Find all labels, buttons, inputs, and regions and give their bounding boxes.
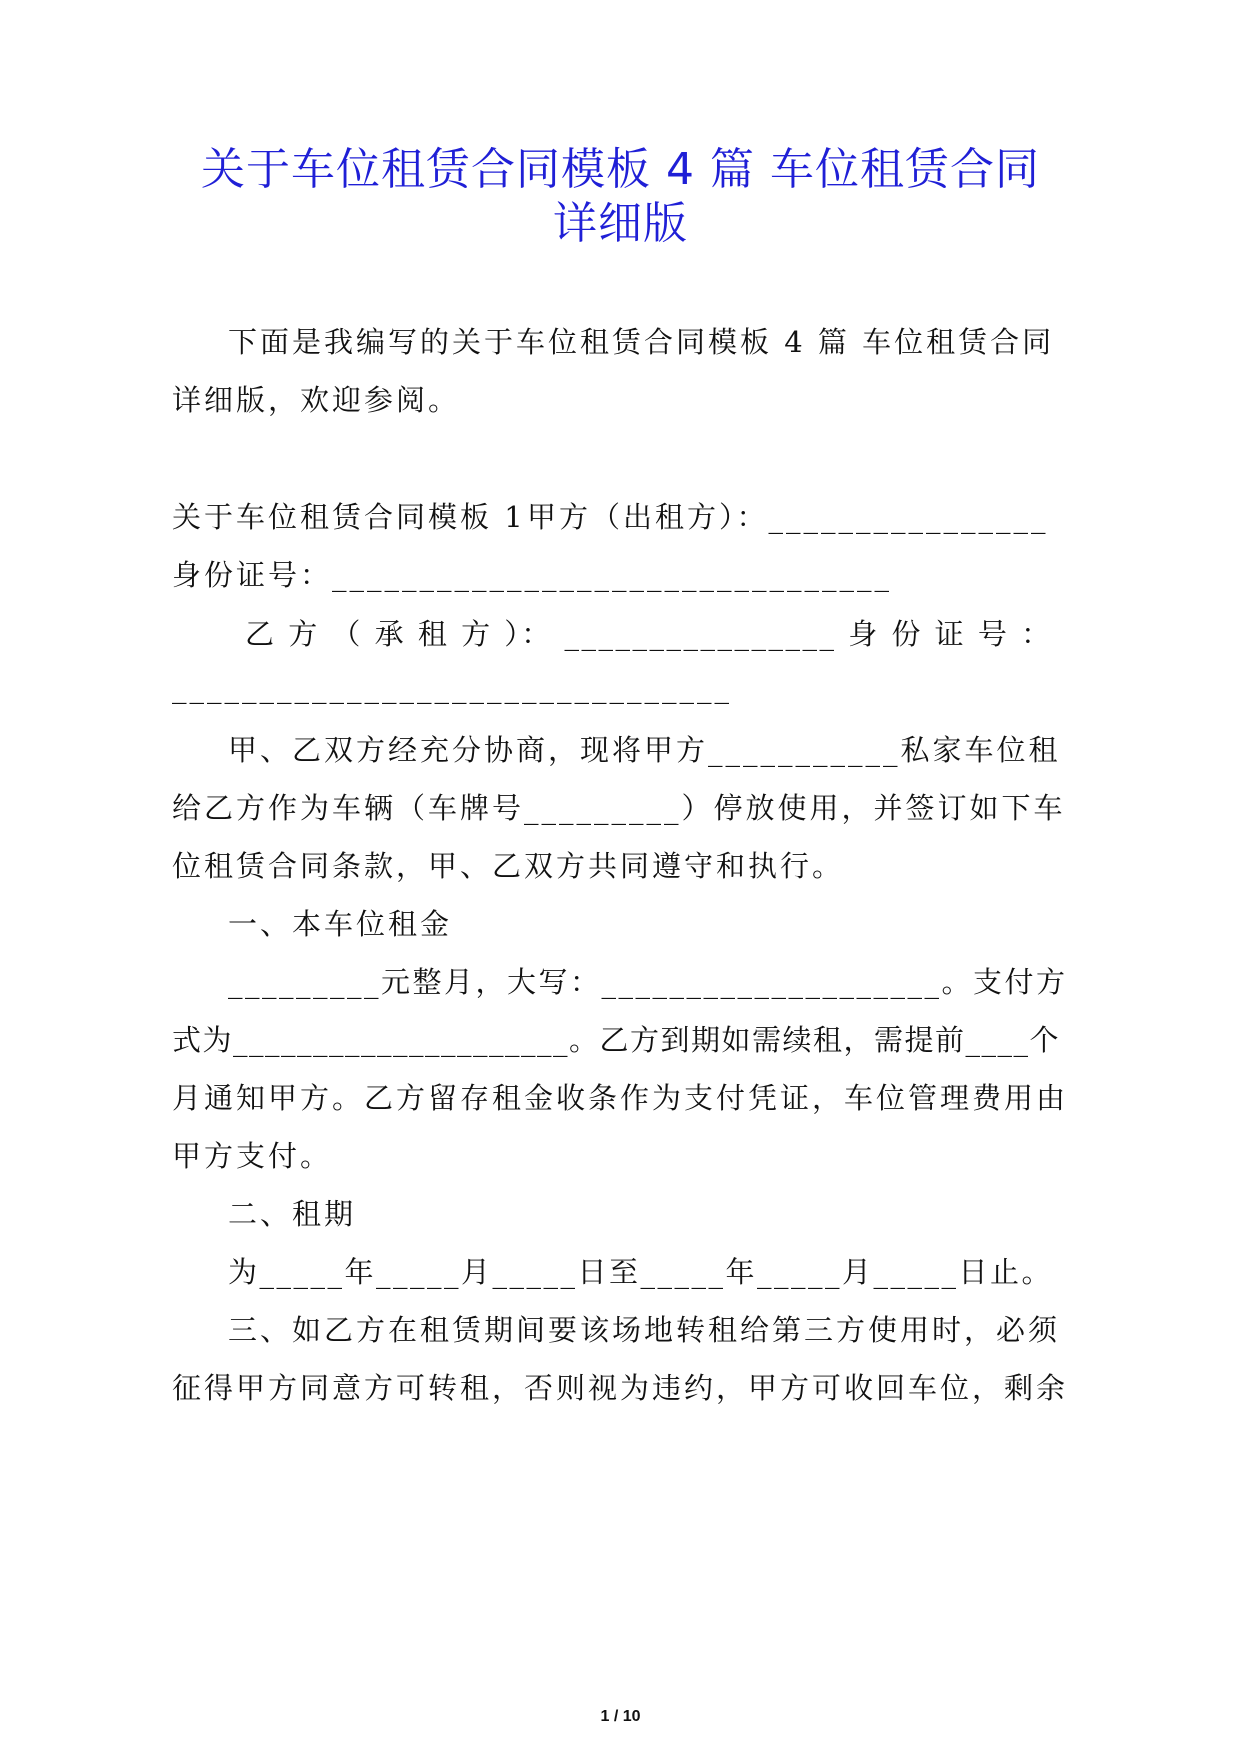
section-2-heading: 二、租期: [228, 1197, 357, 1231]
term-line: 为_____年_____月_____日至_____年_____月_____日止。: [228, 1255, 1054, 1289]
section-3-line-2: 征得甲方同意方可转租，否则视为违约，甲方可收回车位，剩余: [172, 1371, 1069, 1405]
party-a-id-line: 身份证号：________________________________: [172, 558, 893, 592]
intro-line-1: 下面是我编写的关于车位租赁合同模板 4 篇 车位租赁合同: [228, 325, 1055, 359]
section-3-line-1: 三、如乙方在租赁期间要该场地转租给第三方使用时，必须: [228, 1313, 1061, 1347]
rent-line-4: 甲方支付。: [172, 1139, 333, 1173]
page-indicator: 1 / 10: [600, 1708, 641, 1725]
rent-line-3: 月通知甲方。乙方留存租金收条作为支付凭证，车位管理费用由: [172, 1081, 1069, 1115]
intro-line-2: 详细版，欢迎参阅。: [172, 383, 461, 417]
document-title-line-1: 关于车位租赁合同模板 4 篇 车位租赁合同: [201, 144, 1040, 195]
para-1-line-3: 位租赁合同条款，甲、乙双方共同遵守和执行。: [172, 849, 845, 883]
section-1-heading: 一、本车位租金: [228, 907, 453, 941]
template-1-heading: 关于车位租赁合同模板 1: [172, 500, 526, 534]
party-b-id-line: ________________________________: [172, 670, 732, 704]
rent-line-1: _________元整月，大写：____________________。支付方: [228, 965, 1068, 999]
para-1-line-1: 甲、乙双方经充分协商，现将甲方___________私家车位租: [228, 733, 1061, 767]
party-b-line: 乙 方 （ 承 租 方 ）： ________________ 身 份 证 号 ：: [245, 617, 1053, 651]
party-a-label: 甲方（出租方）：________________: [527, 500, 1049, 534]
rent-line-2: 式为_____________________。乙方到期如需续租，需提前____个: [172, 1023, 1061, 1057]
para-1-line-2: 给乙方作为车辆（车牌号_________）停放使用，并签订如下车: [172, 791, 1066, 825]
document-title-line-2: 详细版: [553, 198, 688, 249]
